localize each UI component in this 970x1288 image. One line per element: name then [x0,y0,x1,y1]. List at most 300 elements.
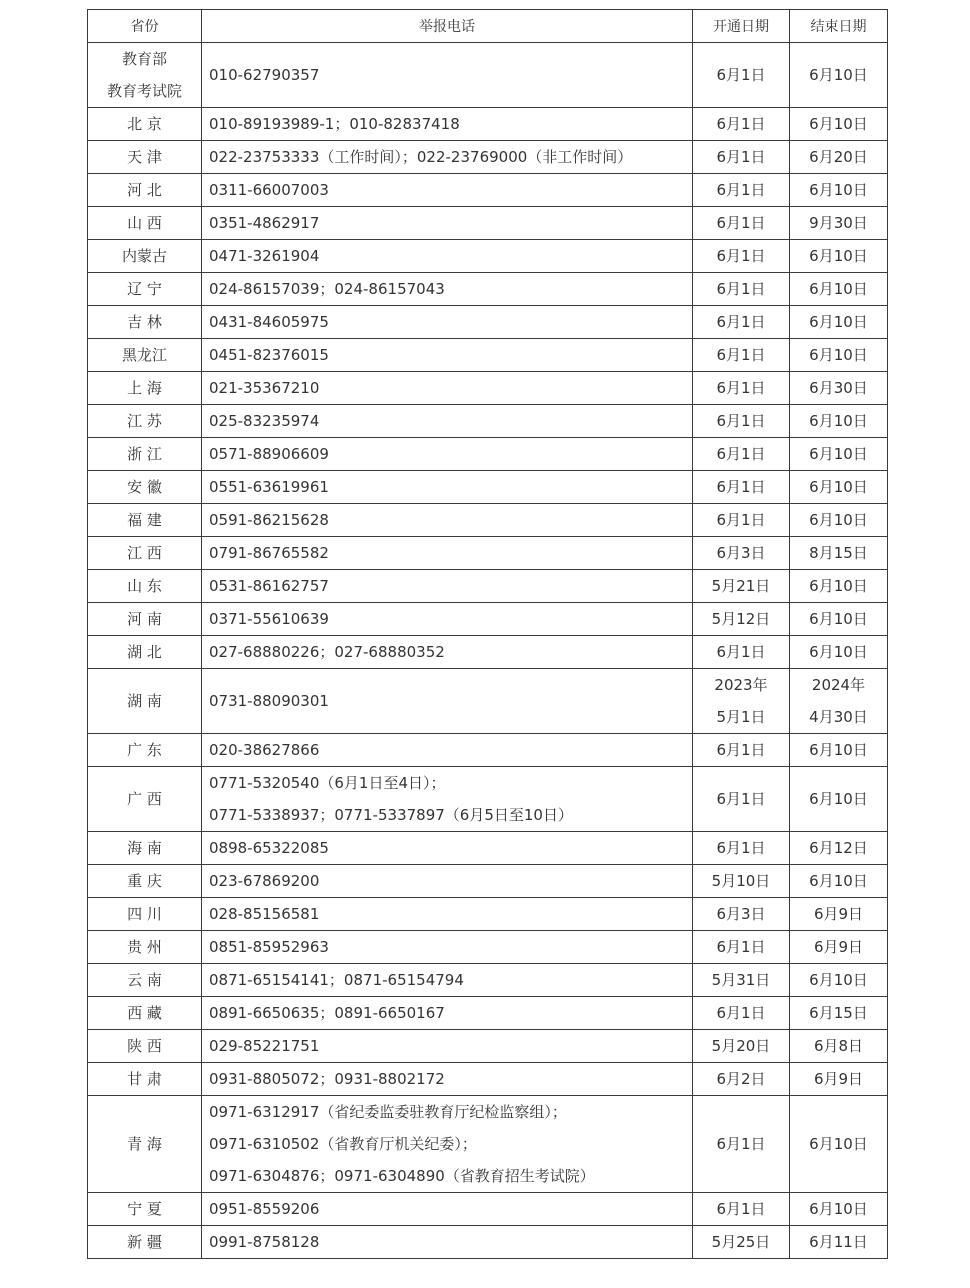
start-date-cell [693,306,790,339]
phone-cell [202,734,693,767]
province-cell [88,636,202,669]
province-cell-text: 四 川 [127,905,162,923]
phone-cell [202,174,693,207]
start-date-cell [693,537,790,570]
phone-cell [202,438,693,471]
table-row [88,931,888,964]
province-cell [88,832,202,865]
start-date-cell-text: 6月1日 [716,643,766,661]
table-row [88,471,888,504]
province-cell-text: 青 海 [127,1135,162,1153]
start-date-cell-text: 5月12日 [711,610,771,628]
end-date-cell [790,603,888,636]
end-date-cell-text: 6月10日 [809,280,868,298]
end-date-cell [790,339,888,372]
province-cell-text: 教育考试院 [106,82,182,100]
start-date-cell-text: 6月1日 [716,379,766,397]
end-date-cell-text: 6月10日 [809,1200,868,1218]
start-date-cell [693,898,790,931]
start-date-cell [693,997,790,1030]
start-date-cell [693,1193,790,1226]
province-cell [88,1226,202,1259]
end-date-cell-text: 6月9日 [813,938,864,956]
end-date-cell [790,669,888,734]
end-date-cell-text: 6月10日 [809,741,868,759]
end-date-cell-text: 6月10日 [809,247,868,265]
end-date-cell [790,240,888,273]
province-cell [88,865,202,898]
table-row [88,306,888,339]
province-cell-text: 江 西 [127,544,162,562]
province-cell [88,273,202,306]
start-date-cell-text: 6月1日 [716,511,766,529]
phone-cell-text: 0971-6310502（省教育厅机关纪委）； [209,1135,477,1153]
start-date-cell-text: 6月1日 [716,1004,766,1022]
start-date-cell [693,471,790,504]
province-cell-text: 广 东 [127,741,162,759]
phone-cell [202,964,693,997]
province-cell-text: 湖 北 [127,643,162,661]
phone-cell-text: 0771-5320540（6月1日至4日）； [209,774,446,792]
start-date-cell [693,734,790,767]
province-cell [88,669,202,734]
phone-cell-text: 025-83235974 [209,412,320,430]
table-row [88,767,888,832]
phone-cell-text: 0311-66007003 [209,181,329,199]
phone-cell [202,1193,693,1226]
header-end-date: 结束日期 [790,10,888,43]
start-date-cell [693,832,790,865]
phone-cell [202,405,693,438]
province-cell-text: 山 西 [127,214,162,232]
province-cell [88,1096,202,1193]
phone-cell [202,636,693,669]
end-date-cell [790,1226,888,1259]
province-cell [88,339,202,372]
phone-cell [202,537,693,570]
end-date-cell-text: 6月10日 [809,971,868,989]
province-cell-text: 安 徽 [127,478,162,496]
start-date-cell [693,1030,790,1063]
end-date-cell-text: 2024年 [811,676,866,694]
table-row [88,438,888,471]
table-row [88,832,888,865]
start-date-cell-text: 6月2日 [716,1070,766,1088]
phone-cell-text: 023-67869200 [209,872,320,890]
table-row [88,372,888,405]
province-cell-text: 贵 州 [127,938,162,956]
end-date-cell [790,471,888,504]
end-date-cell-text: 6月9日 [813,1070,864,1088]
start-date-cell-text: 2023年 [714,676,768,694]
end-date-cell [790,964,888,997]
province-cell-text: 广 西 [127,790,162,808]
end-date-cell-text: 6月15日 [809,1004,868,1022]
phone-cell [202,767,693,832]
phone-cell [202,1030,693,1063]
end-date-cell [790,1063,888,1096]
end-date-cell-text: 8月15日 [809,544,868,562]
table-row [88,240,888,273]
start-date-cell [693,1096,790,1193]
header-phone: 举报电话 [202,10,693,43]
start-date-cell-text: 6月1日 [716,313,766,331]
end-date-cell [790,141,888,174]
province-cell [88,570,202,603]
province-cell-text: 西 藏 [127,1004,162,1022]
end-date-cell [790,405,888,438]
end-date-cell-text: 6月10日 [809,346,868,364]
province-cell [88,997,202,1030]
table-row [88,570,888,603]
province-cell [88,964,202,997]
phone-cell [202,207,693,240]
end-date-cell-text: 6月10日 [809,790,868,808]
province-cell [88,141,202,174]
table-row [88,43,888,108]
phone-cell [202,306,693,339]
phone-cell [202,865,693,898]
province-cell-text: 福 建 [127,511,162,529]
phone-cell-text: 0451-82376015 [209,346,329,364]
start-date-cell-text: 6月1日 [716,148,766,166]
phone-cell [202,898,693,931]
table-row [88,1030,888,1063]
start-date-cell [693,43,790,108]
table-row [88,141,888,174]
end-date-cell [790,43,888,108]
end-date-cell-text: 6月30日 [809,379,868,397]
start-date-cell [693,931,790,964]
phone-cell-text: 010-62790357 [209,66,320,84]
province-cell [88,734,202,767]
end-date-cell [790,372,888,405]
table-row [88,734,888,767]
table-row [88,537,888,570]
start-date-cell-text: 5月20日 [711,1037,771,1055]
phone-cell-text: 0898-65322085 [209,839,329,857]
province-cell [88,240,202,273]
province-cell [88,174,202,207]
start-date-cell [693,141,790,174]
phone-cell [202,832,693,865]
phone-cell [202,669,693,734]
province-cell-text: 河 南 [127,610,162,628]
province-cell-text: 云 南 [127,971,162,989]
start-date-cell-text: 6月1日 [716,181,766,199]
end-date-cell-text: 6月8日 [813,1037,864,1055]
end-date-cell-text: 6月10日 [809,181,868,199]
phone-cell-text: 0731-88090301 [209,692,329,710]
phone-cell-text: 022-23753333（工作时间）；022-23769000（非工作时间） [209,148,633,166]
start-date-cell-text: 6月1日 [716,478,766,496]
start-date-cell [693,669,790,734]
table-row [88,865,888,898]
table-row [88,898,888,931]
phone-cell-text: 0471-3261904 [209,247,320,265]
hotline-table-container [87,9,888,1259]
table-header-row [88,10,888,43]
province-cell-text: 吉 林 [127,313,162,331]
phone-cell-text: 027-68880226；027-68880352 [209,643,445,661]
end-date-cell [790,865,888,898]
start-date-cell-text: 6月1日 [716,247,766,265]
start-date-cell-text: 6月1日 [716,346,766,364]
end-date-cell-text: 6月10日 [809,445,868,463]
table-row [88,108,888,141]
start-date-cell-text: 6月3日 [716,544,766,562]
province-cell [88,108,202,141]
table-row [88,669,888,734]
province-cell-text: 海 南 [127,839,162,857]
start-date-cell [693,1226,790,1259]
start-date-cell-text: 6月1日 [716,938,766,956]
phone-cell-text: 028-85156581 [209,905,320,923]
phone-cell [202,931,693,964]
table-row [88,997,888,1030]
phone-cell [202,240,693,273]
table-row [88,273,888,306]
end-date-cell [790,898,888,931]
phone-cell [202,1096,693,1193]
province-cell-text: 新 疆 [127,1233,162,1251]
province-cell [88,471,202,504]
start-date-cell-text: 6月1日 [716,66,766,84]
phone-cell [202,273,693,306]
phone-cell-text: 021-35367210 [209,379,320,397]
phone-cell-text: 0891-6650635；0891-6650167 [209,1004,445,1022]
phone-cell-text: 0851-85952963 [209,938,329,956]
end-date-cell-text: 6月10日 [809,66,868,84]
start-date-cell [693,865,790,898]
end-date-cell-text: 6月10日 [809,872,868,890]
end-date-cell [790,832,888,865]
province-cell-text: 宁 夏 [127,1200,162,1218]
province-cell-text: 教育部 [121,50,167,68]
start-date-cell [693,372,790,405]
start-date-cell-text: 6月1日 [716,741,766,759]
table-row [88,636,888,669]
end-date-cell [790,1193,888,1226]
header-province: 省份 [88,10,202,43]
start-date-cell-text: 5月25日 [711,1233,771,1251]
phone-cell [202,504,693,537]
province-cell-text: 甘 肃 [127,1070,162,1088]
start-date-cell-text: 6月1日 [716,839,766,857]
end-date-cell-text: 6月20日 [809,148,868,166]
province-cell-text: 天 津 [127,148,162,166]
hotline-table [87,9,888,1259]
start-date-cell-text: 6月1日 [716,412,766,430]
start-date-cell-text: 6月3日 [716,905,766,923]
province-cell [88,1193,202,1226]
phone-cell [202,108,693,141]
phone-cell-text: 0431-84605975 [209,313,329,331]
start-date-cell [693,108,790,141]
province-cell-text: 山 东 [127,577,162,595]
province-cell-text: 浙 江 [127,445,162,463]
end-date-cell [790,438,888,471]
end-date-cell [790,767,888,832]
end-date-cell [790,931,888,964]
table-row [88,1193,888,1226]
start-date-cell [693,603,790,636]
province-cell [88,603,202,636]
start-date-cell-text: 6月1日 [716,214,766,232]
phone-cell-text: 029-85221751 [209,1037,320,1055]
phone-cell [202,339,693,372]
end-date-cell-text: 6月12日 [809,839,868,857]
end-date-cell-text: 6月10日 [809,643,868,661]
start-date-cell [693,207,790,240]
end-date-cell [790,1096,888,1193]
phone-cell [202,603,693,636]
province-cell-text: 北 京 [127,115,162,133]
province-cell-text: 辽 宁 [127,280,162,298]
start-date-cell-text: 6月1日 [716,445,766,463]
end-date-cell-text: 6月10日 [809,478,868,496]
end-date-cell-text: 6月9日 [813,905,864,923]
phone-cell [202,570,693,603]
phone-cell-text: 0791-86765582 [209,544,329,562]
end-date-cell [790,997,888,1030]
phone-cell-text: 0351-4862917 [209,214,320,232]
phone-cell-text: 020-38627866 [209,741,320,759]
start-date-cell [693,174,790,207]
province-cell [88,898,202,931]
table-row [88,603,888,636]
province-cell [88,537,202,570]
phone-cell-text: 0951-8559206 [209,1200,320,1218]
start-date-cell-text: 5月21日 [711,577,771,595]
phone-cell [202,372,693,405]
phone-cell-text: 0931-8805072；0931-8802172 [209,1070,445,1088]
end-date-cell [790,207,888,240]
end-date-cell-text: 6月10日 [809,511,868,529]
phone-cell [202,997,693,1030]
start-date-cell-text: 5月10日 [711,872,771,890]
phone-cell-text: 0371-55610639 [209,610,329,628]
start-date-cell [693,273,790,306]
phone-cell [202,1063,693,1096]
province-cell [88,504,202,537]
start-date-cell-text: 5月1日 [716,708,766,726]
start-date-cell-text: 6月1日 [716,1135,766,1153]
phone-cell [202,1226,693,1259]
province-cell-text: 重 庆 [127,872,162,890]
end-date-cell-text: 6月11日 [809,1233,868,1251]
start-date-cell [693,767,790,832]
end-date-cell [790,273,888,306]
start-date-cell [693,240,790,273]
start-date-cell [693,438,790,471]
end-date-cell [790,1030,888,1063]
phone-cell-text: 024-86157039；024-86157043 [209,280,445,298]
table-row [88,1063,888,1096]
start-date-cell-text: 6月1日 [716,790,766,808]
province-cell [88,207,202,240]
end-date-cell-text: 4月30日 [809,708,868,726]
end-date-cell-text: 6月10日 [809,577,868,595]
province-cell-text: 上 海 [127,379,162,397]
phone-cell-text: 0531-86162757 [209,577,329,595]
phone-cell [202,43,693,108]
phone-cell [202,141,693,174]
province-cell-text: 湖 南 [127,692,162,710]
phone-cell-text: 0551-63619961 [209,478,329,496]
province-cell [88,767,202,832]
phone-cell-text: 0971-6312917（省纪委监委驻教育厅纪检监察组）； [209,1103,567,1121]
province-cell [88,438,202,471]
start-date-cell-text: 6月1日 [716,1200,766,1218]
province-cell-text: 陕 西 [127,1037,162,1055]
province-cell [88,405,202,438]
province-cell [88,1063,202,1096]
end-date-cell [790,306,888,339]
end-date-cell-text: 6月10日 [809,313,868,331]
province-cell-text: 内蒙古 [121,247,167,265]
phone-cell-text: 0971-6304876；0971-6304890（省教育招生考试院） [209,1167,595,1185]
phone-cell-text: 0771-5338937；0771-5337897（6月5日至10日） [209,806,573,824]
table-row [88,504,888,537]
end-date-cell-text: 9月30日 [809,214,868,232]
end-date-cell-text: 6月10日 [809,1135,868,1153]
start-date-cell [693,504,790,537]
table-row [88,174,888,207]
end-date-cell [790,537,888,570]
end-date-cell-text: 6月10日 [809,412,868,430]
phone-cell-text: 0571-88906609 [209,445,329,463]
phone-cell-text: 0591-86215628 [209,511,329,529]
start-date-cell [693,636,790,669]
table-row [88,405,888,438]
end-date-cell [790,570,888,603]
start-date-cell-text: 5月31日 [711,971,771,989]
table-row [88,207,888,240]
phone-cell-text: 0871-65154141；0871-65154794 [209,971,464,989]
end-date-cell [790,636,888,669]
province-cell [88,306,202,339]
start-date-cell [693,405,790,438]
end-date-cell [790,108,888,141]
start-date-cell [693,570,790,603]
table-row [88,1096,888,1193]
start-date-cell-text: 6月1日 [716,115,766,133]
province-cell-text: 河 北 [127,181,162,199]
end-date-cell-text: 6月10日 [809,115,868,133]
end-date-cell [790,734,888,767]
phone-cell-text: 0991-8758128 [209,1233,320,1251]
table-body [88,43,888,1259]
table-row [88,964,888,997]
province-cell-text: 江 苏 [127,412,162,430]
start-date-cell [693,339,790,372]
phone-cell-text: 010-89193989-1；010-82837418 [209,115,460,133]
table-row [88,1226,888,1259]
header-start-date: 开通日期 [693,10,790,43]
province-cell [88,372,202,405]
province-cell [88,1030,202,1063]
province-cell [88,931,202,964]
province-cell-text: 黑龙江 [121,346,167,364]
table-row [88,339,888,372]
start-date-cell [693,1063,790,1096]
province-cell [88,43,202,108]
start-date-cell-text: 6月1日 [716,280,766,298]
end-date-cell [790,504,888,537]
end-date-cell-text: 6月10日 [809,610,868,628]
phone-cell [202,471,693,504]
